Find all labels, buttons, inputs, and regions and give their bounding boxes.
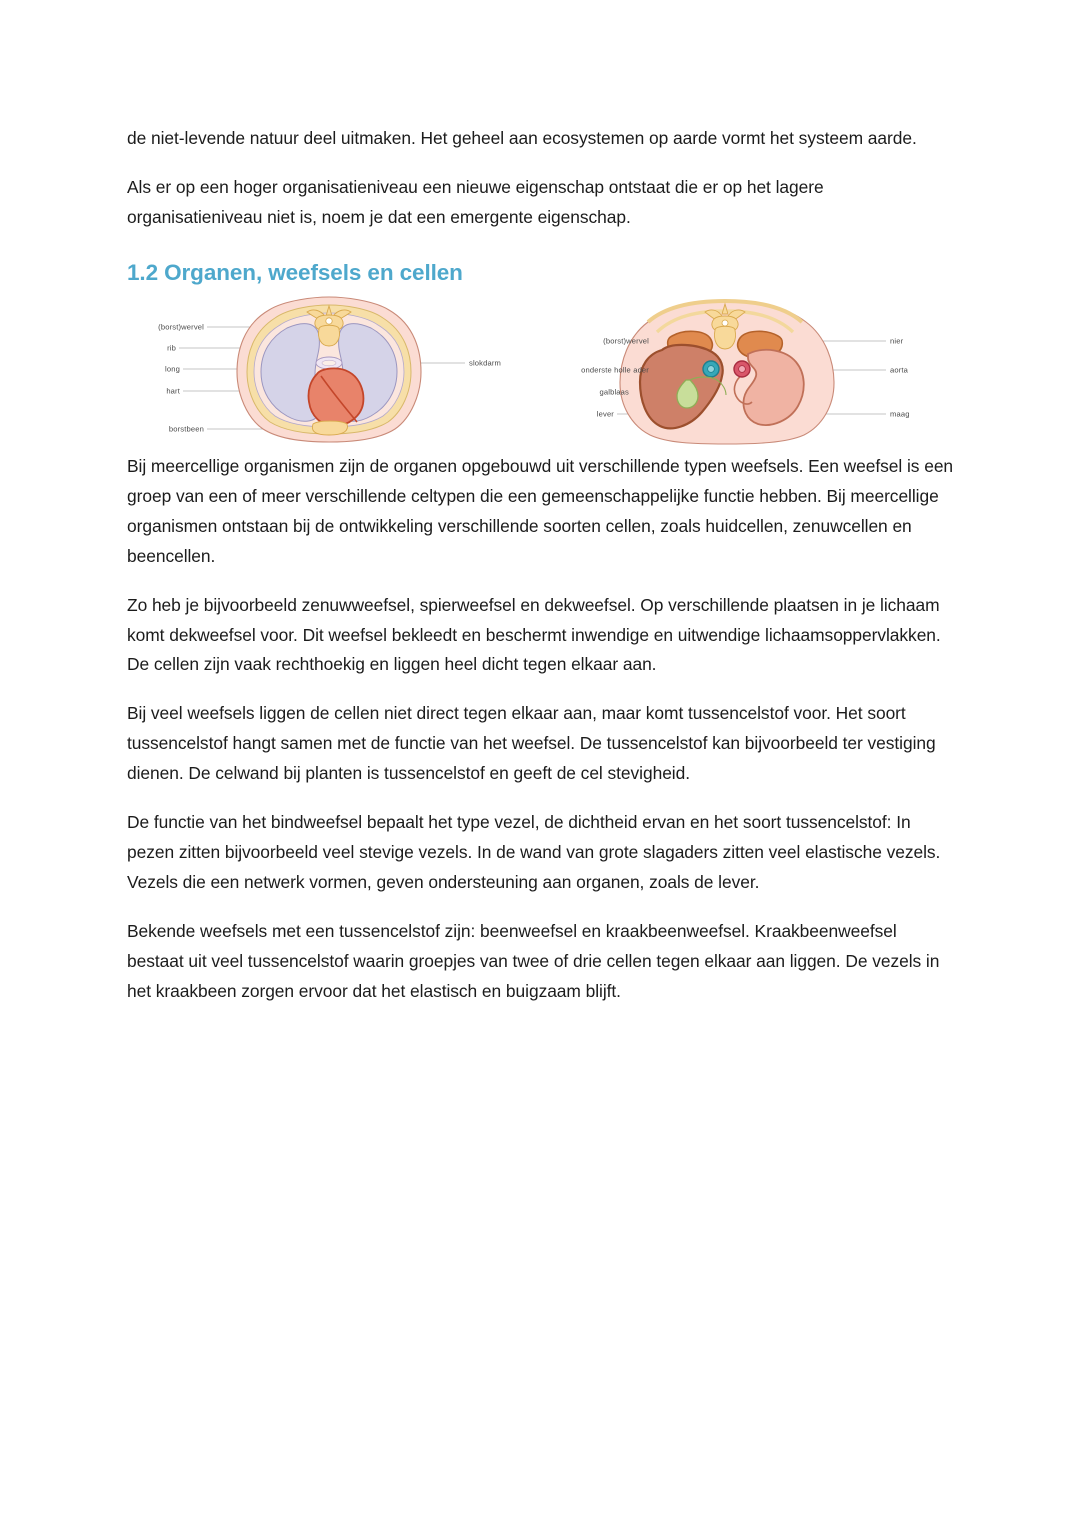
esophagus-lumen xyxy=(322,360,336,366)
label-borstbeen: borstbeen xyxy=(168,424,204,434)
label-rib: rib xyxy=(167,343,176,353)
label-borstwervel: (borst)wervel xyxy=(158,322,204,332)
label-galblaas: galblaas xyxy=(599,387,629,397)
sternum xyxy=(312,421,347,435)
vena-cava-lumen xyxy=(708,365,715,372)
figure-abdomen-cross-section xyxy=(520,296,955,444)
label-aorta: aorta xyxy=(890,365,909,375)
paragraph-1: de niet-levende natuur deel uitmaken. Het geheel aan ecosystemen op aarde vormt het systeem aarde. xyxy=(127,128,917,148)
label-lever: lever xyxy=(596,409,614,419)
vertebra-body xyxy=(318,325,339,346)
figure-thorax-cross-section xyxy=(129,296,529,444)
label-onderste-holle-ader: onderste holle ader xyxy=(581,365,649,375)
label-long: long xyxy=(165,364,180,374)
thorax-diagram-svg xyxy=(129,296,529,444)
page-title: 1.2 Organen, weefsels en cellen xyxy=(127,259,463,285)
label-nier: nier xyxy=(890,336,904,346)
label-hart: hart xyxy=(166,386,180,396)
label-borstwervel: (borst)wervel xyxy=(603,336,649,346)
aorta-lumen xyxy=(739,365,746,372)
abdomen-diagram-svg xyxy=(520,296,955,444)
spinal-canal xyxy=(722,320,728,326)
paragraph-7: Bekende weefsels met een tussencelstof zijn: beenweefsel en kraakbeenweefsel. Kraakbeenweefsel bestaat uit veel tussencelstof waarin groepjes van twee of drie cellen tegen elkaar aan liggen. De vezels in het kraakbeen zorgen ervoor dat het elastisch en buigzaam blijft. xyxy=(127,921,940,1001)
spinal-canal xyxy=(326,318,332,324)
label-maag: maag xyxy=(890,409,910,419)
figure-group-organs xyxy=(125,296,955,444)
label-slokdarm: slokdarm xyxy=(469,358,502,368)
paragraph-3: Bij meercellige organismen zijn de organen opgebouwd uit verschillende typen weefsels. Een weefsel is een groep van een of meer verschillende celtypen die een gemeenschappelijke functie hebben. Bij meercellige organismen ontstaan bij de ontwikkeling verschillende soorten cellen, zoals huidcellen, zenuwcellen en beencellen. xyxy=(127,455,954,566)
vertebra-body xyxy=(714,326,735,349)
paragraph-2: Als er op een hoger organisatieniveau een nieuwe eigenschap ontstaat die er op het lagere organisatieniveau niet is, noem je dat een emergente eigenschap. xyxy=(127,176,824,227)
paragraph-6: De functie van het bindweefsel bepaalt het type vezel, de dichtheid ervan en het soort tussencelstof: In pezen zitten bijvoorbeeld veel stevige vezels. In de wand van grote slagaders zitten veel elastische vezels. Vezels die een netwerk vormen, geven ondersteuning aan organen, zoals de lever. xyxy=(127,812,941,893)
paragraph-5: Bij veel weefsels liggen de cellen niet direct tegen elkaar aan, maar komt tussencelstof voor. Het soort tussencelstof hangt samen met de functie van het weefsel. De tussencelstof kan bijvoorbeeld ter vestiging dienen. De celwand bij planten is tussencelstof en geeft de cel stevigheid. xyxy=(127,703,936,784)
paragraph-4: Zo heb je bijvoorbeeld zenuwweefsel, spierweefsel en dekweefsel. Op verschillende plaatsen in je lichaam komt dekweefsel voor. Dit weefsel bekleedt en beschermt inwendige en uitwendige lichaamsoppervlakken. De cellen zijn vaak rechthoekig en liggen heel dicht tegen elkaar aan. xyxy=(127,594,941,675)
